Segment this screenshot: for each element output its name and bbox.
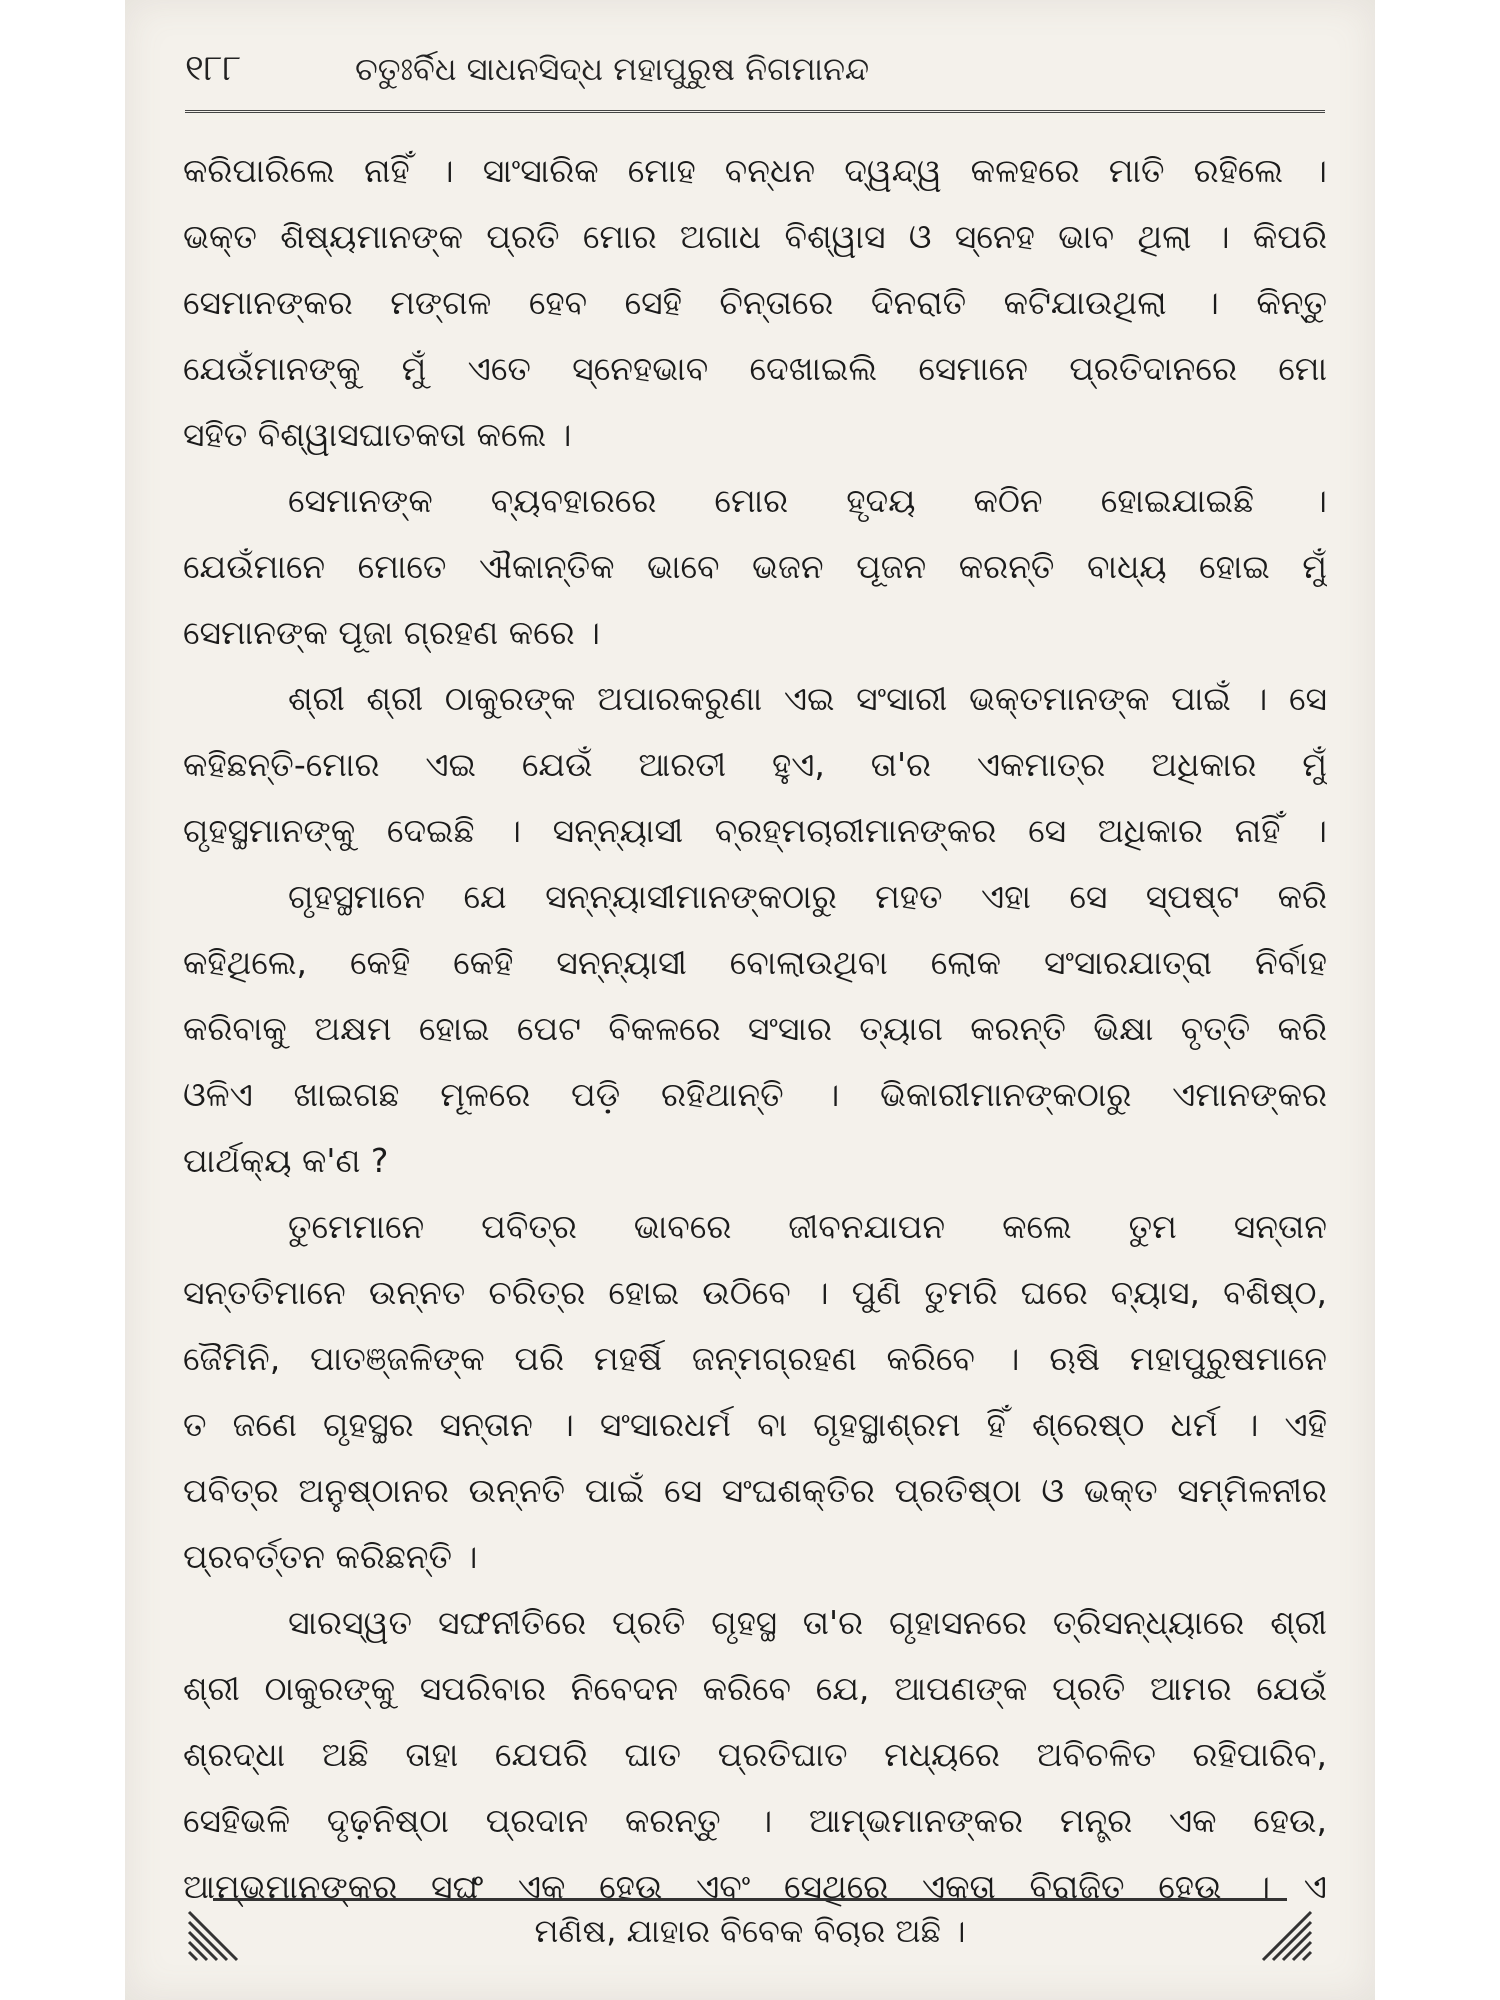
body-text	[183, 138, 1327, 1920]
text-line: କହିଛନ୍ତି-ମୋର ଏଇ ଯେଉଁ ଆରତୀ ହୁଏ, ତା'ର ଏକମାତ୍ର ଅଧିକାର ମୁଁ	[183, 745, 1327, 784]
page-header	[185, 40, 1325, 110]
text-line: ଶ୍ରୀ ଶ୍ରୀ ଠାକୁରଙ୍କ ଅପାରକରୁଣା ଏଇ ସଂସାରୀ ଭକ୍ତମାନଙ୍କ ପାଇଁ । ସେ	[288, 679, 1327, 718]
text-line: ଜୈମିନି, ପାତଞ୍ଜଳିଙ୍କ ପରି ମହର୍ଷି ଜନ୍ମଗ୍ରହଣ କରିବେ । ଋଷି ମହାପୁରୁଷମାନେ	[183, 1339, 1327, 1378]
running-title: ଚତୁଃର୍ବିଧ ସାଧନସିଦ୍ଧ ମହାପୁରୁଷ ନିଗମାନନ୍ଦ	[355, 50, 870, 88]
text-line: କରିପାରିଲେ ନାହିଁ । ସାଂସାରିକ ମୋହ ବନ୍ଧନ ଦ୍ୱନ୍ଦ୍ୱ କଳହରେ ମାତି ରହିଲେ ।	[183, 151, 1327, 190]
text-line: ସାରସ୍ୱତ ସଙ୍ଘନୀତିରେ ପ୍ରତି ଗୃହସ୍ଥ ତା'ର ଗୃହାସନରେ ତ୍ରିସନ୍ଧ୍ୟାରେ ଶ୍ରୀ	[288, 1603, 1327, 1642]
text-line: ସହିତ ବିଶ୍ୱାସଘାତକତା କଲେ ।	[183, 415, 572, 454]
text-line: ସେମାନଙ୍କ ପୂଜା ଗ୍ରହଣ କରେ ।	[183, 613, 601, 652]
text-line: ସେମାନଙ୍କର ମଙ୍ଗଳ ହେବ ସେହି ଚିନ୍ତାରେ ଦିନରାତି କଟିଯାଉଥିଲା । କିନ୍ତୁ	[183, 283, 1327, 322]
text-line: ଗୃହସ୍ଥମାନଙ୍କୁ ଦେଇଛି । ସନ୍ନ୍ୟାସୀ ବ୍ରହ୍ମଚାରୀମାନଙ୍କର ସେ ଅଧିକାର ନାହିଁ ।	[183, 811, 1327, 850]
text-line: ଯେଉଁମାନଙ୍କୁ ମୁଁ ଏତେ ସ୍ନେହଭାବ ଦେଖାଇଲି ସେମାନେ ପ୍ରତିଦାନରେ ମୋ	[183, 349, 1327, 388]
text-line: ସନ୍ତତିମାନେ ଉନ୍ନତ ଚରିତ୍ର ହୋଇ ଉଠିବେ । ପୁଣି ତୁମରି ଘରେ ବ୍ୟାସ, ବଶିଷ୍ଠ,	[183, 1273, 1327, 1312]
text-line: ସେହିଭଳି ଦୃଢ଼ନିଷ୍ଠା ପ୍ରଦାନ କରନ୍ତୁ । ଆମ୍ଭମାନଙ୍କର ମନ୍ତ୍ର ଏକ ହେଉ,	[183, 1801, 1327, 1840]
footer-quote: ମଣିଷ, ଯାହାର ବିବେକ ବିଚାର ଅଛି ।	[534, 1912, 966, 1950]
text-line: ଶ୍ରୀ ଠାକୁରଙ୍କୁ ସପରିବାର ନିବେଦନ କରିବେ ଯେ, ଆପଣଙ୍କ ପ୍ରତି ଆମର ଯେଉଁ	[183, 1669, 1327, 1708]
text-line: ଓଳିଏ ଖାଇଗଛ ମୂଳରେ ପଡ଼ି ରହିଥାନ୍ତି । ଭିକାରୀମାନଙ୍କଠାରୁ ଏମାନଙ୍କର	[183, 1075, 1327, 1114]
text-line: ଆମ୍ଭମାନଙ୍କର ସଙ୍ଘ ଏକ ହେଉ ଏବଂ ସେଥିରେ ଏକତା ବିରାଜିତ ହେଉ । ଏ	[183, 1867, 1327, 1906]
page-number: ୧୮୮	[185, 48, 242, 89]
text-line: ପ୍ରବର୍ତ୍ତନ କରିଛନ୍ତି ।	[183, 1537, 478, 1576]
text-line: ଯେଉଁମାନେ ମୋତେ ଐକାନ୍ତିକ ଭାବେ ଭଜନ ପୂଜନ କରନ୍ତି ବାଧ୍ୟ ହୋଇ ମୁଁ	[183, 547, 1327, 586]
header-rule	[185, 110, 1325, 113]
text-line: ତୁମେମାନେ ପବିତ୍ର ଭାବରେ ଜୀବନଯାପନ କଲେ ତୁମ ସନ୍ତାନ	[288, 1207, 1327, 1246]
text-line: କହିଥିଲେ, କେହି କେହି ସନ୍ନ୍ୟାସୀ ବୋଲାଉଥିବା ଲୋକ ସଂସାରଯାତ୍ରା ନିର୍ବାହ	[183, 943, 1327, 982]
footer-rule	[213, 1898, 1287, 1901]
text-line: ପବିତ୍ର ଅନୁଷ୍ଠାନର ଉନ୍ନତି ପାଇଁ ସେ ସଂଘଶକ୍ତିର ପ୍ରତିଷ୍ଠା ଓ ଭକ୍ତ ସମ୍ମିଳନୀର	[183, 1471, 1327, 1510]
text-line: ତ ଜଣେ ଗୃହସ୍ଥର ସନ୍ତାନ । ସଂସାରଧର୍ମ ବା ଗୃହସ୍ଥାଶ୍ରମ ହିଁ ଶ୍ରେଷ୍ଠ ଧର୍ମ । ଏହି	[183, 1405, 1327, 1444]
text-line: ସେମାନଙ୍କ ବ୍ୟବହାରରେ ମୋର ହୃଦୟ କଠିନ ହୋଇଯାଇଛି ।	[288, 481, 1327, 520]
book-page	[125, 0, 1375, 2000]
text-line: ପାର୍ଥକ୍ୟ କ'ଣ ?	[183, 1141, 389, 1180]
text-line: ଭକ୍ତ ଶିଷ୍ୟମାନଙ୍କ ପ୍ରତି ମୋର ଅଗାଧ ବିଶ୍ୱାସ ଓ ସ୍ନେହ ଭାବ ଥିଲା । କିପରି	[183, 217, 1327, 256]
text-line: ଗୃହସ୍ଥମାନେ ଯେ ସନ୍ନ୍ୟାସୀମାନଙ୍କଠାରୁ ମହତ ଏହା ସେ ସ୍ପଷ୍ଟ କରି	[288, 877, 1327, 916]
text-line: ଶ୍ରଦ୍ଧା ଅଛି ତାହା ଯେପରି ଘାତ ପ୍ରତିଘାତ ମଧ୍ୟରେ ଅବିଚଳିତ ରହିପାରିବ,	[183, 1735, 1327, 1774]
text-line: କରିବାକୁ ଅକ୍ଷମ ହୋଇ ପେଟ ବିକଳରେ ସଂସାର ତ୍ୟାଗ କରନ୍ତି ଭିକ୍ଷା ବୃତ୍ତି କରି	[183, 1009, 1327, 1048]
